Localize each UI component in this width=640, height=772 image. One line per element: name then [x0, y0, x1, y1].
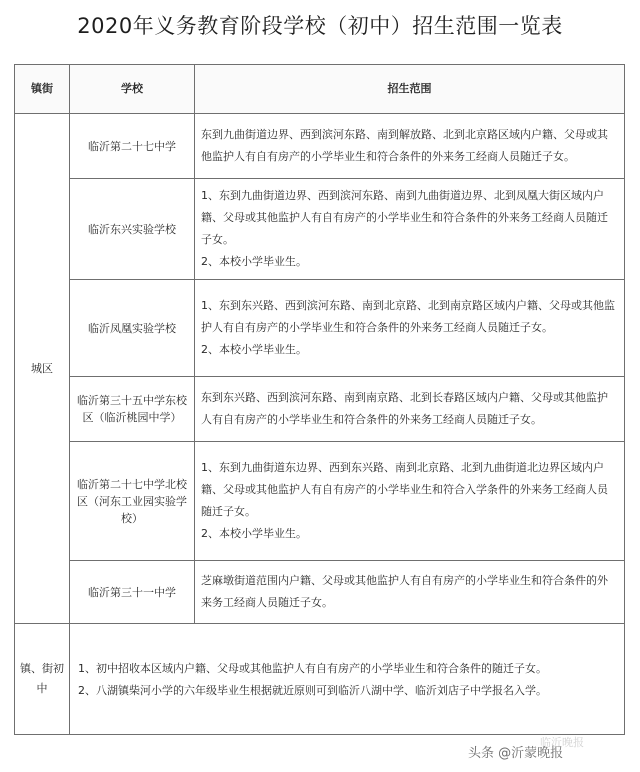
school-cell: 临沂凤凰实验学校	[70, 280, 195, 377]
scope-cell	[195, 561, 625, 624]
scope-cell	[195, 442, 625, 561]
table-row	[15, 114, 625, 179]
scope-text: 芝麻墩街道范围内户籍、父母或其他监护人有自有房产的小学毕业生和符合条件的外来务工经商人员随迁子女。	[201, 574, 608, 609]
table-row	[15, 179, 625, 280]
scope-text: 1、东到九曲街道边界、西到滨河东路、南到九曲街道边界、北到凤凰大街区域内户籍、父母或其他监护人有自有房产的小学毕业生和符合条件的外来务工经商人员随迁子女。	[201, 189, 608, 246]
school-cell: 临沂东兴实验学校	[70, 179, 195, 280]
watermark-text: 头条 @沂蒙晚报	[468, 746, 564, 761]
scope-text: 2、本校小学毕业生。	[201, 527, 307, 540]
scope-text: 1、东到九曲街道东边界、西到东兴路、南到北京路、北到九曲街道北边界区域内户籍、父母或其他监护人有自有房产的小学毕业生和符合入学条件的外来务工经商人员随迁子女。	[201, 461, 608, 518]
table-row	[15, 561, 625, 624]
school-cell: 临沂第二十七中学	[70, 114, 195, 179]
township-note: 1、初中招收本区域内户籍、父母或其他监护人有自有房产的小学毕业生和符合条件的随迁子女。	[78, 662, 547, 675]
scope-text: 东到东兴路、西到滨河东路、南到南京路、北到长春路区域内户籍、父母或其他监护人有自有房产的小学毕业生和符合条件的外来务工经商人员随迁子女。	[201, 391, 608, 426]
table-row	[15, 280, 625, 377]
township-note: 2、八湖镇柴河小学的六年级毕业生根据就近原则可到临沂八湖中学、临沂刘店子中学报名入学。	[78, 684, 547, 697]
township-notes-cell	[70, 624, 625, 735]
town-cell-township: 镇、街初中	[15, 624, 70, 735]
header-scope: 招生范围	[195, 65, 625, 114]
school-cell: 临沂第三十五中学东校区（临沂桃园中学）	[70, 377, 195, 442]
page-title: 2020年义务教育阶段学校（初中）招生范围一览表	[77, 14, 563, 38]
scope-text: 2、本校小学毕业生。	[201, 255, 307, 268]
watermark-faint: 临沂晚报	[540, 736, 584, 749]
scope-cell	[195, 114, 625, 179]
table-row	[15, 442, 625, 561]
table-row	[15, 377, 625, 442]
scope-cell	[195, 280, 625, 377]
header-town: 镇街	[15, 65, 70, 114]
table-row	[15, 624, 625, 735]
school-cell: 临沂第二十七中学北校区（河东工业园实验学校）	[70, 442, 195, 561]
enrollment-table	[14, 64, 625, 735]
scope-cell	[195, 179, 625, 280]
school-cell: 临沂第三十一中学	[70, 561, 195, 624]
scope-cell	[195, 377, 625, 442]
header-row	[15, 65, 625, 114]
scope-text: 1、东到东兴路、西到滨河东路、南到北京路、北到南京路区域内户籍、父母或其他监护人有自有房产的小学毕业生和符合条件的外来务工经商人员随迁子女。	[201, 299, 615, 334]
scope-text: 东到九曲街道边界、西到滨河东路、南到解放路、北到北京路区域内户籍、父母或其他监护人有自有房产的小学毕业生和符合条件的外来务工经商人员随迁子女。	[201, 128, 608, 163]
scope-text: 2、本校小学毕业生。	[201, 343, 307, 356]
town-cell-city: 城区	[15, 114, 70, 624]
header-school: 学校	[70, 65, 195, 114]
